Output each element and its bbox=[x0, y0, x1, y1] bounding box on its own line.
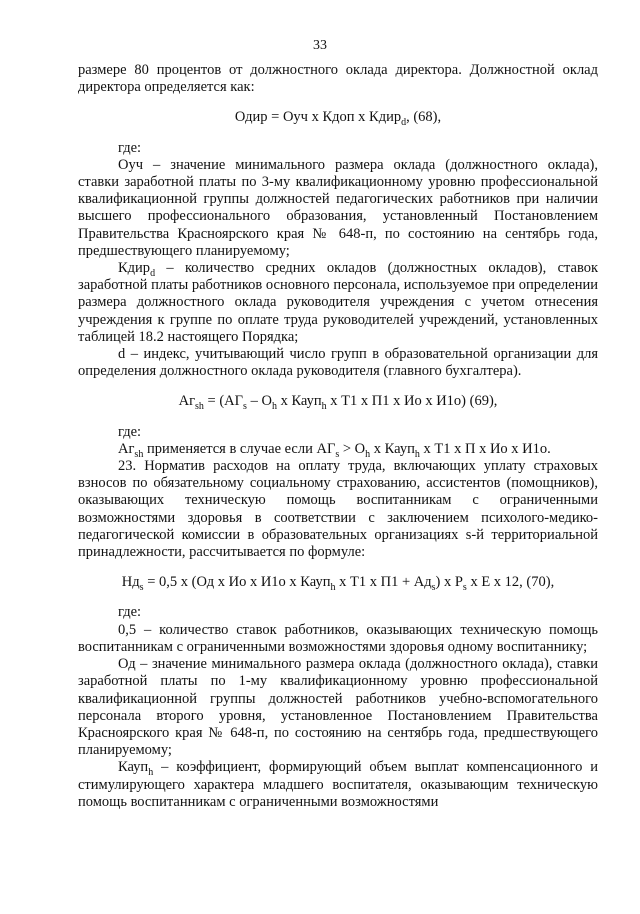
formula-69: $Аг_{sh} = (АГ_s - О_h$ х Кауп$_h$ х Т1 х П1 х Ио х И1о) (69), bbox=[178, 393, 498, 413]
formula-68: Одир = Оуч х Кдоп х Кдир$_d$, (68), bbox=[234, 109, 442, 129]
paragraph-od: Од – значение минимального размера оклада (должностного оклада), ставки заработной платы по 1-му квалификационному уровню профессиональной квалификационной группы должностей работников учебно-вспомогательного персонала второго уровня, установленное Постановлением Правительства Красноярского края № 648-п, по состоянию на сентябрь года, предшествующего планируемому; bbox=[78, 656, 598, 759]
paragraph-kdir: Кдир$_d$ – количество средних окладов (должностных окладов), ставок заработной платы работников основного персонала, используемое при определении размера должностного оклада руководителя учреждения с учетом отнесения учреждения к группе по оплате труда руководителей учреждений, установленных таблицей 18.2 настоящего Порядка; bbox=[78, 260, 598, 345]
document-body bbox=[78, 62, 598, 811]
paragraph-kaup: Кауп$_h$ – коэффициент, формирующий объем выплат компенсационного и стимулирующего характера младшего воспитателя, оказывающим техническую помощь воспитанникам с ограниченными возможностями bbox=[78, 759, 598, 810]
page-number: 33 bbox=[313, 38, 327, 53]
paragraph-ag-condition: $Аг_{sh}$ применяется в случае если $АГ_s > О_h$ х Кауп$_h$ х Т1 х П х Ио х И1о. bbox=[118, 440, 551, 460]
paragraph-intro: размере 80 процентов от должностного оклада директора. Должностной оклад директора определяется как: bbox=[78, 62, 598, 96]
paragraph-d-index: d – индекс, учитывающий число групп в образовательной организации для определения должностного оклада руководителя (главного бухгалтера). bbox=[78, 346, 598, 380]
formula-70: $Нд_s = 0,5$ х (Од х Ио х И1о х Кауп$_h$ х Т1 х $П1 + Ад_s$) х $Р_s$ х Е х 12, (70), bbox=[121, 574, 555, 594]
where-label: где: bbox=[118, 139, 142, 156]
where-label: где: bbox=[118, 604, 142, 621]
paragraph-ouch: Оуч – значение минимального размера оклада (должностного оклада), ставки заработной платы по 3-му квалификационному уровню профессиональной квалификационной группы должностей педагогических работников при наличии высшего профессионального образования, установленный Постановлением Правительства Красноярского края № 648-п, по состоянию на сентябрь года, предшествующего планируемому; bbox=[78, 156, 598, 259]
paragraph-05: 0,5 – количество ставок работников, оказывающих техническую помощь воспитанникам с ограниченными возможностями здоровья одному воспитаннику; bbox=[78, 621, 598, 655]
paragraph-23: 23. Норматив расходов на оплату труда, включающих уплату страховых взносов по обязательному социальному страхованию, ассистентов (помощников), оказывающих техническую помощь воспитанникам с ограниченными возможностями здоровья в соответствии с заключением психолого-медико-педагогической комиссии в образовательных организациях s-й территориальной принадлежности, рассчитывается по формуле: bbox=[78, 458, 598, 561]
where-label: где: bbox=[118, 423, 142, 440]
